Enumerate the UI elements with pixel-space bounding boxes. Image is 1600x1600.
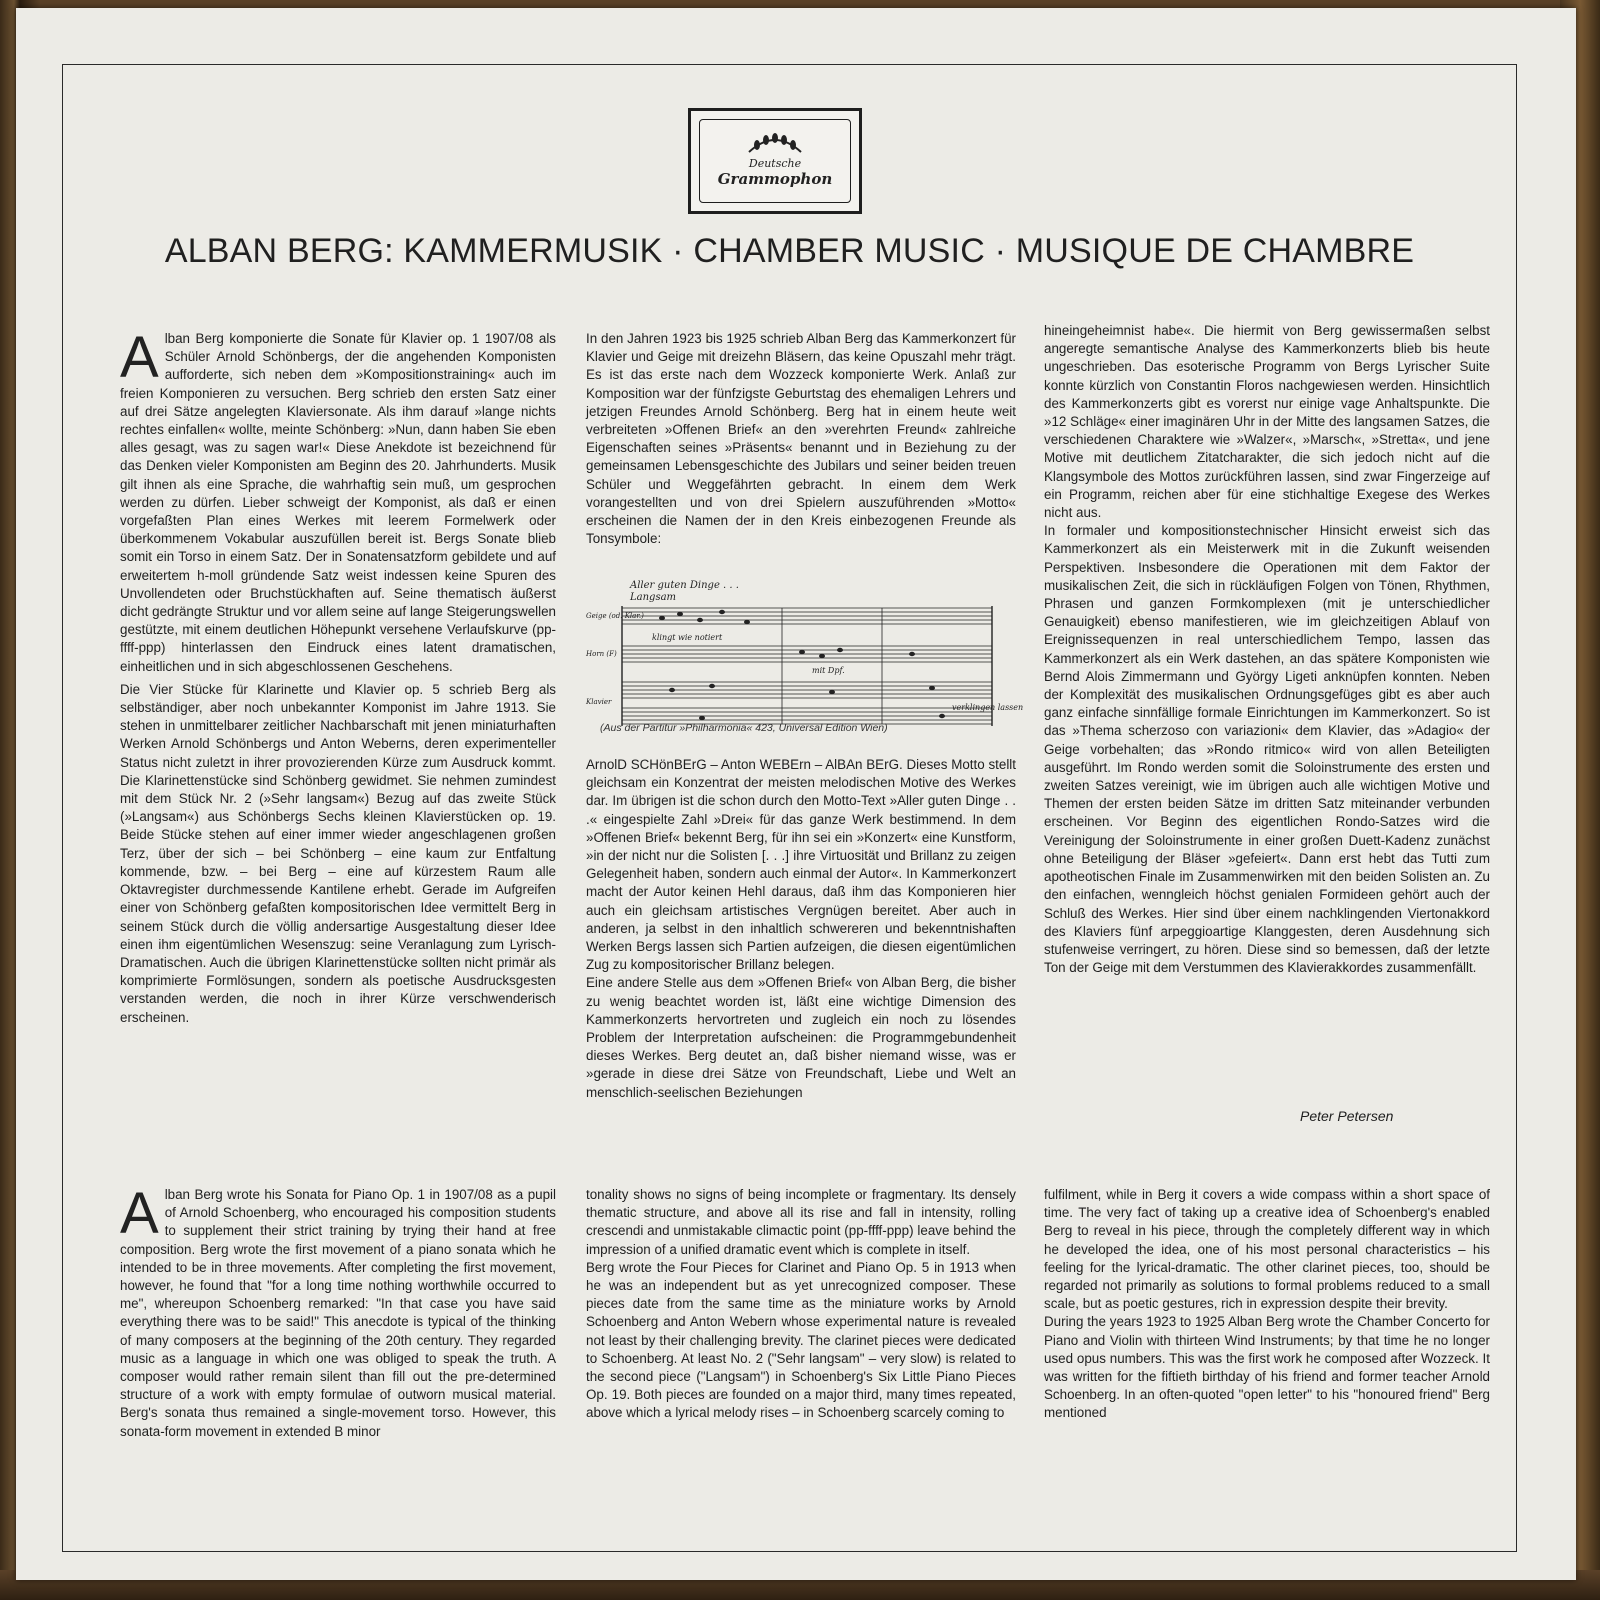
score-marking-tempo: Langsam [630,592,677,603]
en-col3-paragraph-1: fulfilment, while in Berg it covers a wide compass within a short space of time. The very fact of taking up a creative idea of Schoenberg's enabled Berg to reveal in his piece, through the completely different way in which he developed the idea, one of his most personal characteristics – his feeling for the lyrical-dramatic. The other clarinet pieces, too, should be regarded not primarily as solutions to formal problems reduced to a small scale, but as poetic gestures, rich in expression despite their brevity. [1044,1187,1490,1312]
de-col2-paragraph-3: Eine andere Stelle aus dem »Offenen Brief« von Alban Berg, die bisher zu wenig beachtet worden ist, läßt eine wichtige Dimension des Kammerkonzerts hervortreten und zugleich ein noch zu lösendes Problem der Interpretation aufscheinen: die Programmgebundenheit dieses Werkes. Berg deutet an, daß bisher niemand wisse, was er »gerade in diese drei Sätze von Freundschaft, Liebe und Welt an menschlich-seelischen Beziehungen [586,975,1016,1100]
de-col2-paragraph-1: In den Jahren 1923 bis 1925 schrieb Alban Berg das Kammerkonzert für Klavier und Geige mit dreizehn Bläsern, das keine Opuszahl mehr trägt. Es ist das erste nach dem Wozzeck komponierte Werk. Anlaß zur Komposition war der fünfzigste Geburtstag des ehemaligen Lehrers und jetzigen Freundes Arnold Schönberg. Berg hat in einem heute weit verbreiteten »Offenen Brief« an den »verehrten Freund« zahlreiche Eigenschaften seines »Präsents« benannt und in Beziehung zu der gemeinsamen Lebensgeschichte des Jubilars und seiner beiden treuen Schüler und Weggefährten gebracht. In einem dem Werk vorangestellten und von drei Spielern auszuführenden »Motto« erscheinen die Namen der in den Kreis einbezogenen Freunde als Tonsymbole: [586,331,1016,547]
de-column-2-bottom [586,756,1016,1128]
deutsche-grammophon-logo [688,108,862,214]
en-col1-paragraph-1: Alban Berg wrote his Sonata for Piano Op. 1 in 1907/08 as a pupil of Arnold Schoenberg, who encouraged his composition students to supplement their strict training by trying their hand at free composition. Berg wrote the first movement of a piano sonata which he intended to be in three movements. After completing the first movement, however, he found that "for a long time nothing worthwhile occurred to me", whereupon Schoenberg remarked: "In that case you have said everything there was to be said!" This anecdote is typical of the thinking of many composers at the beginning of the 20th century. They regarded music as a language in which one was obliged to speak the truth. A composer would rather remain silent than fill out the pre-determined structure of a work with empty formulae of outworn musical material. Berg's sonata thus remained a single-movement torso. However, this sonata-form movement in extended B minor [120,1181,556,1439]
de-column-3 [1044,322,1490,1102]
en-column-2 [586,1186,1016,1546]
de-col3-paragraph-2: In formaler und kompositionstechnischer Hinsicht erweist sich das Kammerkonzert als ein Meisterwerk mit in die Zukunft weisenden Perspektiven. Insbesondere die Operationen mit dem Faktor der musikalischen Zeit, die sich in rückläufigen Folgen von Tönen, Rhythmen, Phrasen und ganzen Formkomplexen (mit je unterschiedlicher Genauigkeit) ebenso manifestieren, wie im gleichzeitigen Ablauf von Ereignissequenzen in real unterschiedlichem Tempo, lassen das Kammerkonzert als ein Werk dastehen, an das spätere Komponisten wie Bernd Alois Zimmermann und György Ligeti anknüpfen konnten. Neben der Komplexität des musikalischen Ordnungsgefüges gibt es aber auch ganz einfache sinnfällige formale Einrichtungen im Kammerkonzert. So ist das »Thema scherzoso con variazioni« dem Klavier, das »Adagio« der Geige vorbehalten; das »Rondo ritmico« wird von allen Beteiligten ausgeführt. Im Rondo werden somit die Soloinstrumente des ersten und zweiten Satzes vereinigt, wie im übrigen auch alle wichtigen Motive und Themen der ersten beiden Sätze im dritten Satz miteinander verbunden erscheinen. Vor Beginn des eigentlichen Rondo-Satzes wird die Vereinigung der Soloinstrumente in einer großen Duett-Kadenz zunächst ohne Beteiligung der Bläser »gefeiert«. Dann erst hebt das Tutti zum apotheotischen Finale im Zusammenwirken mit den beiden Solisten an. Zu den einfachen, wenngleich höchst genialen Formideen gehört auch der Schluß des Werkes. Hier sind über einem nachklingenden Viertonakkord des Klaviers fünf arpeggioartige Klanggesten, deren Ausdehnung sich stufenweise verringert, zu hören. Diese sind so bemessen, daß der letzte Ton der Geige mit dem Verstummen des Klavierakkordes zusammenfällt. [1044,523,1490,976]
en-column-1 [120,1181,556,1546]
de-col1-paragraph-1: Alban Berg komponierte die Sonate für Klavier op. 1 1907/08 als Schüler Arnold Schönbergs, der die angehenden Komponisten aufforderte, sich neben dem »Kompositionstraining« auch im freien Komponieren zu versuchen. Berg schrieb den ersten Satz einer auf drei Sätze angelegten Klaviersonate. Als ihm darauf »lange nichts rechtes einfallen« wollte, meinte Schönberg: »Nun, dann haben Sie eben alles gesagt, was zu sagen war!« Diese Anekdote ist bezeichnend für das Denken vieler Komponisten am Beginn des 20. Jahrhunderts. Musik gilt ihnen als eine Sprache, die wahrhaftig sein muß, um gesprochen werden zu dürfen. Lieber schweigt der Komponist, als daß er einen vorgefaßten Plan eines Werkes mit leerem Formelwerk oder überkommenem Vokabular auszufüllen bereit ist. Bergs Sonate blieb somit ein Torso in einem Satz. Der in Sonatensatzform gebildete und auf erweitertem h-moll gründende Satz weist indessen keine Spuren des Unvollendeten oder Bruchstückhaften auf. Seine thematisch äußerst dicht gedrängte Struktur und vor allem seine auf lange Steigerungswellen gestützte, mit einem deutlichen Höhepunkt versehene Verlaufskurve (pp-ffff-ppp) hinterlassen den Eindruck eines latent dramatischen, einheitlichen und in sich abgeschlossenen Geschehens. [120,325,556,674]
score-notes [659,610,945,720]
de-col1-paragraph-2: Die Vier Stücke für Klarinette und Klavier op. 5 schrieb Berg als selbständiger, aber noch unbekannter Komponist im Jahre 1913. Sie stehen in unmittelbarer zeitlicher Nachbarschaft mit jenen miniaturhaften Werken Arnold Schönbergs und Anton Weberns, deren experimenteller Status nicht zuletzt in ihrer provozierenden Kürze zum Ausdruck kommt. Die Klarinettenstücke sind Schönberg gewidmet. Sie nehmen zumindest mit dem Stück Nr. 2 (»Sehr langsam«) Bezug auf das zweite Stück (»Langsam«) aus Schönbergs Sechs kleinen Klavierstücken op. 19. Beide Stücke stehen auf einer immer wieder angeschlagenen großen Terz, über der sich – bei Schönberg – eine kaum zur Entfaltung kommende, bzw. – bei Berg – eine auf kürzestem Raum alle Oktavregister durchmessende Kantilene erhebt. Gerade im Aufgreifen einer von Schönberg gefaßten kompositorischen Idee vermittelt Berg in seinem Stück durch die völlig andersartige Ausgestaltung dieser Idee einen ihm eigentümlichen Wesenszug: seine Veranlagung zum Lyrisch-Dramatischen. Auch die übrigen Klarinettenstücke sollten nicht primär als komprimierte Formlösungen, sondern als poetische Ausdrucksgesten verstanden werden, die noch in ihrer Kürze verschwenderisch erscheinen. [120,681,556,1025]
logo-text-deutsche: Deutsche [748,157,802,170]
score-note-verklingen: verklingen lassen [952,703,1024,712]
score-note-klingt: klingt wie notiert [652,633,723,642]
dropcap: A [120,325,159,390]
en-col3-paragraph-2: During the years 1923 to 1925 Alban Berg wrote the Chamber Concerto for Piano and Violin with thirteen Wind Instruments; by that time he no longer used opus numbers. This was the first work he composed after Wozzeck. It was written for the fiftieth birthday of his friend and former teacher Arnold Schoenberg. In an often-quoted "open letter" to his "honoured friend" Berg mentioned [1044,1314,1490,1421]
en-col2-paragraph-1: tonality shows no signs of being incomplete or fragmentary. Its densely thematic structure, and above all its rise and fall in intensity, rolling crescendi and unmistakable climactic point (pp-ffff-ppp) leave behind the impression of a unified dramatic event which is complete in itself. [586,1187,1016,1257]
de-col3-paragraph-1: hineingeheimnist habe«. Die hiermit von Berg gewissermaßen selbst angeregte semantische Analyse des Kammerkonzerts blieb bis heute ungeschrieben. Das esoterische Programm von Bergs Lyrischer Suite konnte kürzlich von Constantin Floros nachgewiesen werden. Hinsichtlich des Kammerkonzerts gibt es vorerst nur einige vage Anhaltspunkte. Die »12 Schläge« einer imaginären Uhr in der Mitte des langsamen Satzes, die verschiedenen Charaktere wie »Walzer«, »Marsch«, »Stretta«, und jene Motive mit deutlichem Zitatcharakter, die sich jedoch nicht auf die Klangsymbole des Mottos zurückführen lassen, sind zwar Fingerzeige auf ein Programm, reichen aber für eine stichhaltige Exegese des Werkes nicht aus. [1044,323,1490,521]
score-marking-title: Aller guten Dinge . . . [630,580,739,591]
author-credit: Peter Petersen [1300,1108,1394,1124]
music-score-excerpt [582,578,1024,738]
score-label-piano: Klavier [586,698,612,706]
score-note-dpf: mit Dpf. [812,666,845,675]
page-title: ALBAN BERG: KAMMERMUSIK · CHAMBER MUSIC · MUSIQUE DE CHAMBRE [164,232,1415,270]
score-staves [622,606,992,726]
de-column-1 [120,325,556,1130]
score-label-horn: Horn (F) [586,650,617,658]
logo-cartouche [699,119,851,203]
en-col2-paragraph-2: Berg wrote the Four Pieces for Clarinet and Piano Op. 5 in 1913 when he was an independent but as yet unrecognized composer. These pieces date from the same time as the miniature works by Arnold Schoenberg and Anton Webern whose experimental nature is revealed not least by their challenging brevity. The clarinet pieces were dedicated to Schoenberg. At least No. 2 ("Sehr langsam" – very slow) is related to the second piece ("Langsam") in Schoenberg's Six Little Piano Pieces Op. 19. Both pieces are founded on a major third, many times repeated, above which a lyrical melody rises – in Schoenberg scarcely coming to [586,1259,1016,1421]
de-column-2-top [586,330,1016,560]
de-col2-paragraph-2: ArnolD SCHönBErG – Anton WEBErn – AlBAn BErG. Dieses Motto stellt gleichsam ein Konzentrat der meisten melodischen Motive des Werkes dar. Im übrigen ist die schon durch den Motto-Text »Aller guten Dinge . . .« eingespielte Zahl »Drei« für das ganze Werk bestimmend. In dem »Offenen Brief« bekennt Berg, für ihn sei ein »Konzert« eine Kunstform, »in der nicht nur die Solisten [. . .] ihre Virtuosität und Brillanz zu zeigen Gelegenheit haben, sondern auch einmal der Autor«. In Kammerkonzert macht der Autor keinen Hehl daraus, daß ihm das Komponieren hier auch ein gleichsam artistisches Vergnügen bereitet. Aber auch in anderen, ja selbst in den inhaltlich schwereren und bekenntnishaften Werken Bergs lassen sich Partien aufzeigen, die diesen eigentümlichen Zug zu kompositorischer Brillanz belegen. [586,757,1016,973]
tulip-crown-icon [745,132,805,154]
score-caption: (Aus der Partitur »Philharmonia« 423, Universal Edition Wien) [600,722,888,734]
en-column-3 [1044,1186,1490,1546]
logo-text-grammophon: Grammophon [717,170,833,188]
dropcap: A [120,1181,159,1246]
score-label-violin: Geige (od. Klar.) [586,612,644,620]
